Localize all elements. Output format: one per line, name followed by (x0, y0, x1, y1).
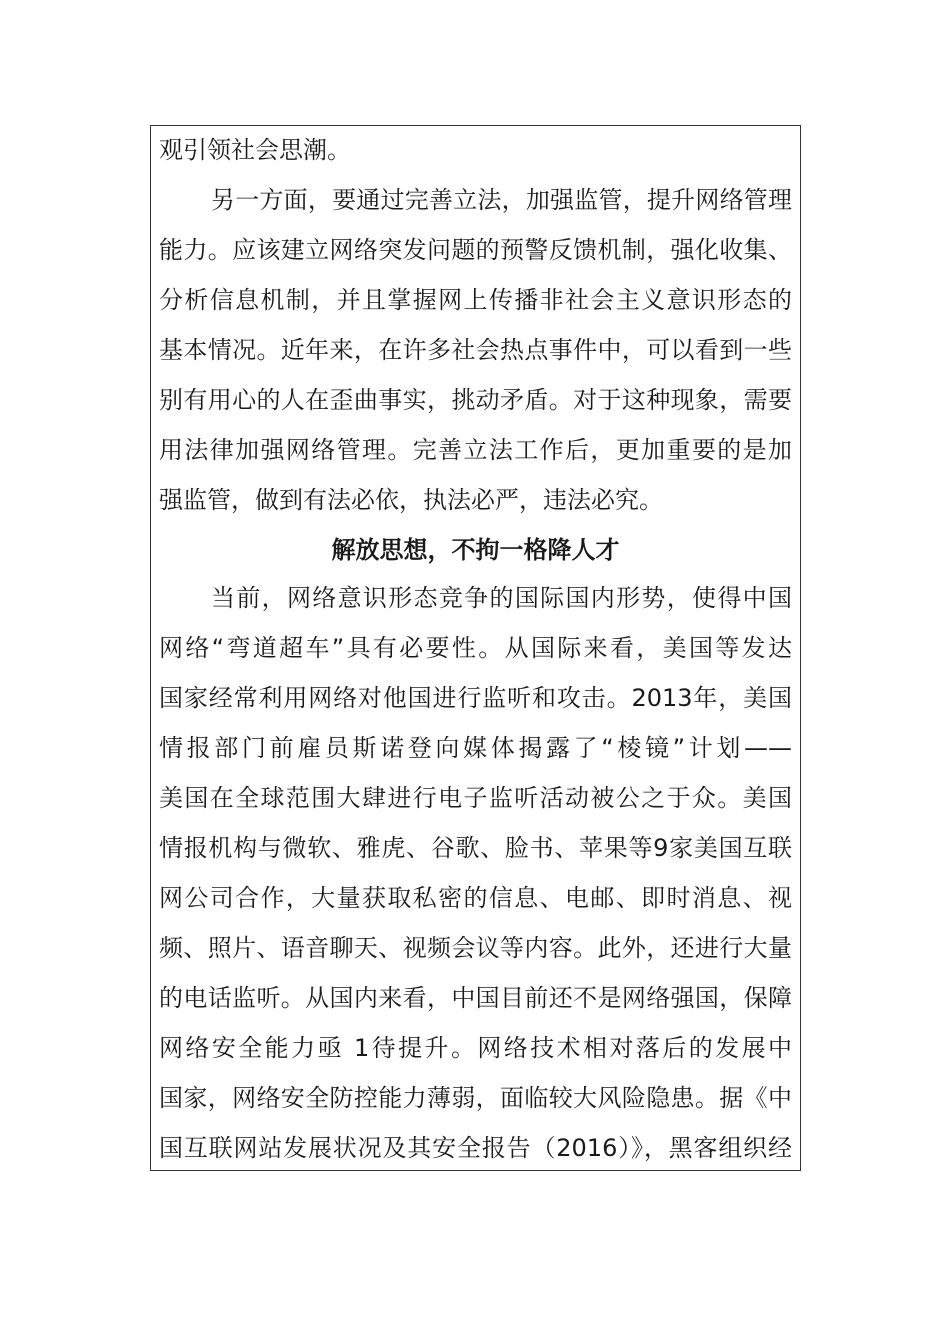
text-line: 用法律加强网络管理。完善立法工作后，更加重要的是加 (159, 436, 792, 464)
text-line: 美国在全球范围大肆进行电子监听活动被公之于众。美国 (159, 784, 792, 812)
text-line: 别有用心的人在歪曲事实，挑动矛盾。对于这种现象，需要 (159, 386, 792, 414)
text-line: 国互联网站发展状况及其安全报告（2016）》，黑客组织经 (159, 1134, 792, 1162)
text-line: 强监管，做到有法必依，执法必严，违法必究。 (159, 486, 663, 514)
text-line: 能力。应该建立网络突发问题的预警反馈机制，强化收集、 (159, 236, 792, 264)
section-heading: 解放思想，不拘一格降人才 (331, 536, 620, 564)
text-line: 网络“弯道超车”具有必要性。从国际来看，美国等发达 (159, 634, 792, 662)
text-line: 国家经常利用网络对他国进行监听和攻击。2013年，美国 (159, 684, 792, 712)
text-line: 频、照片、语音聊天、视频会议等内容。此外，还进行大量 (159, 934, 792, 962)
text-line: 网公司合作，大量获取私密的信息、电邮、即时消息、视 (159, 884, 792, 912)
text-line: 情报机构与微软、雅虎、谷歌、脸书、苹果等9家美国互联 (159, 834, 792, 862)
text-line: 基本情况。近年来，在许多社会热点事件中，可以看到一些 (159, 336, 792, 364)
text-line: 的电话监听。从国内来看，中国目前还不是网络强国，保障 (159, 984, 792, 1012)
text-line: 观引领社会思潮。 (159, 136, 351, 164)
paragraph-start-line: 当前，网络意识形态竞争的国际国内形势，使得中国 (211, 584, 792, 612)
text-line: 网络安全能力亟 1待提升。网络技术相对落后的发展中 (159, 1034, 792, 1062)
text-line: 国家，网络安全防控能力薄弱，面临较大风险隐患。据《中 (159, 1084, 792, 1112)
text-line: 情报部门前雇员斯诺登向媒体揭露了“棱镜”计划—— (159, 734, 792, 762)
paragraph-start-line: 另一方面，要通过完善立法，加强监管，提升网络管理 (211, 186, 792, 214)
text-line: 分析信息机制，并且掌握网上传播非社会主义意识形态的 (159, 286, 792, 314)
